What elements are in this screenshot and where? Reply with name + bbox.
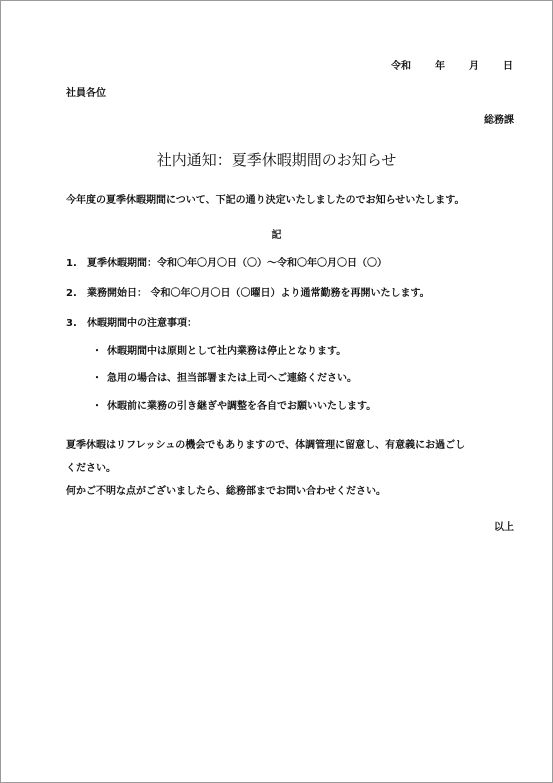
intro-paragraph: 今年度の夏季休暇期間について、下記の通り決定いたしましたのでお知らせいたします。 [66,195,465,206]
item-1-number: 1. [66,258,77,269]
date-year: 年 [435,61,445,72]
ki-heading: 記 [271,230,282,241]
item-1-text: 夏季休暇期間：令和〇年〇月〇日（〇）～令和〇年〇月〇日（〇） [87,258,387,269]
item-2-text: 業務開始日： 令和〇年〇月〇日（〇曜日）より通常勤務を再開いたします。 [87,288,430,299]
bullet-2-text: 急用の場合は、担当部署または上司へご連絡ください。 [107,373,357,384]
closing-line-1: 夏季休暇はリフレッシュの機会でもありますので、体調管理に留意し、有意義にお過ごし [66,440,466,451]
bullet-3-text: 休暇前に業務の引き継ぎや調整を各自でお願いいたします。 [107,401,377,412]
closing-line-3: 何かご不明な点がございましたら、総務部までお問い合わせください。 [66,486,386,497]
item-2-number: 2. [66,288,77,299]
date-month: 月 [469,61,479,72]
date-day: 日 [503,61,513,72]
bullet-1-marker: ・ [92,346,102,357]
item-3-number: 3. [66,318,77,329]
sender: 総務課 [484,115,514,126]
ijo-closing: 以上 [494,522,514,533]
recipient: 社員各位 [66,88,106,99]
bullet-3-marker: ・ [92,401,102,412]
bullet-2-marker: ・ [92,373,102,384]
bullet-1-text: 休暇期間中は原則として社内業務は停止となります。 [107,346,347,357]
closing-line-2: ください。 [66,463,116,474]
date-era: 令和 [391,61,411,72]
date-line [391,60,513,74]
item-3-text: 休暇期間中の注意事項： [87,318,197,329]
document-title: 社内通知：夏季休暇期間のお知らせ [156,151,397,169]
